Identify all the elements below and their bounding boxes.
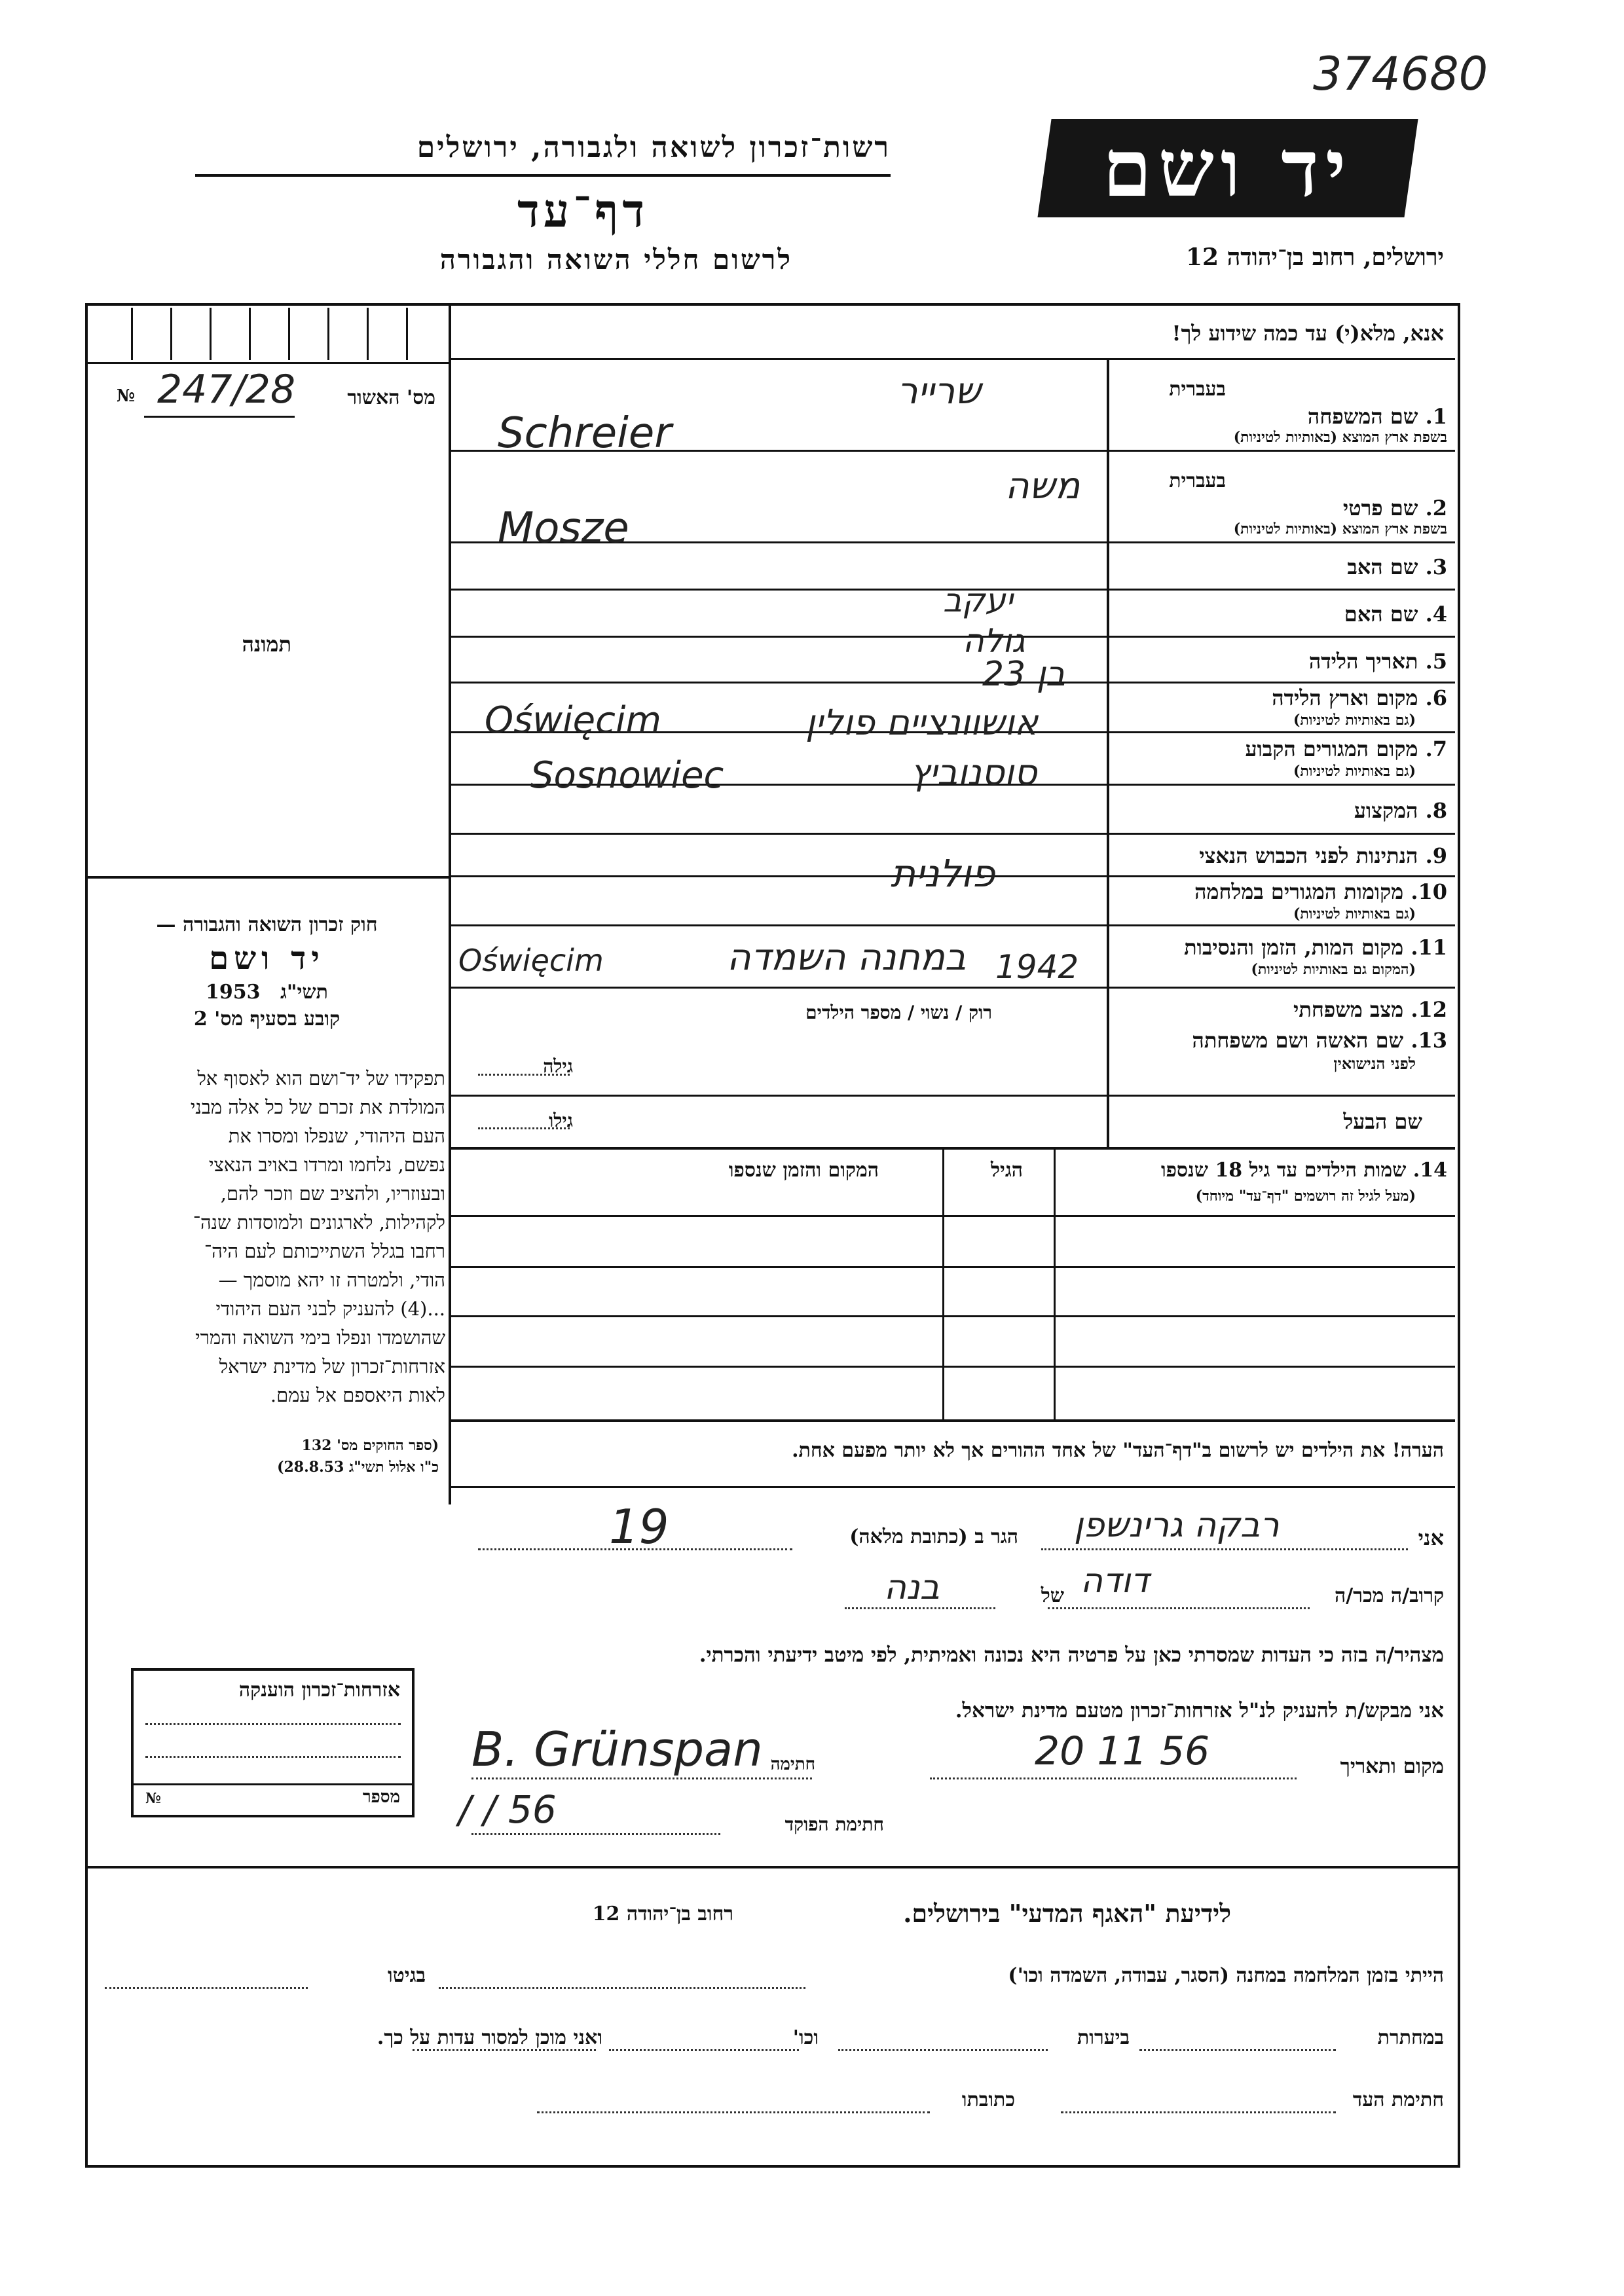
declarant-signature: B. Grünspan	[471, 1722, 763, 1777]
camp-line: הייתי בזמן המלחמה במחנה (הסגר, עבודה, השמדה וכו')	[1008, 1964, 1444, 1987]
memorial-box-title: אזרחות־זכרון הוענקה	[238, 1679, 400, 1702]
declarant-name: רבקה גרינשפן	[1074, 1506, 1280, 1545]
father-name: יעקב	[943, 581, 1013, 619]
address-header: ירושלים, רחוב בן־יהודה 12	[1185, 244, 1444, 271]
law-name: יד ושם	[209, 940, 325, 977]
law-line: נפשם, נלחמו ומרדו באויב הנאצי	[208, 1154, 445, 1176]
field-row-birthdate: 5. תאריך הלידה	[1109, 636, 1455, 683]
firstname-latin: Mosze	[498, 504, 629, 553]
relation-value: דודה	[1080, 1561, 1149, 1601]
field-row-citizenship: 9. הנתינות לפני הכבוש הנאצי	[1109, 833, 1455, 877]
field-row-death: 11. מקום המות, הזמן והנסיבות (המקום גם באותיות לטיניות)	[1109, 924, 1455, 989]
law-line: הודי, ולמטרה זו יהא מוסמך —	[218, 1269, 445, 1291]
surname-hebrew: שרייר	[897, 370, 981, 412]
archive-number: 374680	[1313, 47, 1488, 101]
law-source-date: כ"ו אלול תשי"ג 28.8.53)	[277, 1459, 439, 1476]
birthplace-hebrew: אושוונציים פולין	[805, 702, 1039, 743]
authority-title: רשות־זכרון לשואה ולגבורה, ירושלים	[416, 131, 891, 164]
law-year-row	[88, 981, 445, 1004]
field-row-marital: 12. מצב משפחתי	[1293, 997, 1447, 1022]
law-line: ...(4) להעניק לבני העם היהודי	[215, 1298, 445, 1320]
declarant-address: 19	[609, 1499, 669, 1554]
field-label: 2. שם פרטי	[1342, 496, 1447, 520]
law-source: (ספר החוקים מס' 132	[301, 1437, 439, 1454]
law-line: תפקידו של יד־ושם הוא לאסוף אל	[197, 1067, 445, 1089]
signature-label: חתימה	[770, 1755, 815, 1774]
death-place-hebrew: במחנה השמדה	[727, 936, 967, 979]
death-place-latin: Oświęcim	[458, 943, 604, 978]
law-line: לקהילות, לארגונים ולמוסדות שנה־	[193, 1211, 445, 1233]
of-value: בנה	[884, 1568, 940, 1607]
field-row-firstname	[1109, 450, 1455, 543]
field-row-wife: 13. שם האשה ושם משפחתה לפני הנישואין	[1109, 1023, 1455, 1097]
law-line: ובעוזריו, ולהציב שם וזכר להם,	[220, 1182, 445, 1205]
citizenship-value: פולנית	[891, 851, 995, 896]
authority-underline	[195, 174, 891, 177]
children-title: 14. שמות הילדים עד גיל 18 שנספו	[1160, 1159, 1447, 1182]
firstname-hebrew: משה	[1005, 465, 1080, 507]
request-text: אני מבקש/ת להעניק לנ"ל אזרחות־זכרון מטעם מדינת ישראל.	[955, 1699, 1444, 1722]
forests-label: ביערות	[1077, 2026, 1130, 2049]
field-row-wartime: 10. מקומות המגורים במלחמה (גם באותיות לטיניות)	[1109, 875, 1455, 926]
witness-signature-label: חתימת העד	[1352, 2088, 1444, 2111]
approval-label: מס' האשור	[347, 386, 435, 409]
field-sub: בשפת ארץ המוצא (באותיות לטיניות)	[1233, 429, 1447, 446]
law-line: העם היהודי, שנפלו ומסרו את	[228, 1125, 445, 1147]
form-title: דף־עד	[517, 183, 648, 238]
residence-hebrew: סוסנוביץ	[910, 752, 1037, 793]
memorial-citizenship-box	[131, 1668, 415, 1817]
field-tag: בעברית	[1169, 469, 1226, 492]
field-row-surname	[1109, 358, 1455, 452]
of-label: של	[1041, 1584, 1064, 1607]
husband-age-label: גילו	[549, 1110, 573, 1131]
col-age: הגיל	[990, 1159, 1023, 1182]
field-row-residence: 7. מקום המגורים הקבוע (גם באותיות לטיניות)	[1109, 731, 1455, 786]
birth-age: בן 23	[982, 655, 1065, 694]
field-row-birthplace: 6. מקום וארץ הלידה (גם באותיות לטיניות)	[1109, 682, 1455, 733]
marital-options: רוק / נשוי / מספר הילדים	[805, 1002, 992, 1023]
law-line: רחבו בגלל השתייכותם לעם היה־	[204, 1240, 445, 1262]
witness-address-label: כתובתו	[961, 2088, 1015, 2111]
memorial-box-number-label: מספר	[362, 1787, 400, 1807]
law-year-heb: תשי"ג	[280, 981, 328, 1004]
col-place: המקום והזמן שנספו	[728, 1159, 879, 1182]
remark: הערה! את הילדים יש לרשום ב"דף־העד" של אחד ההורים אך לא יותר מפעם אחת.	[792, 1439, 1444, 1462]
relative-label: קרוב/ה מכר/ה	[1335, 1584, 1444, 1607]
photo-label: תמונה	[242, 632, 291, 657]
instructions: אנא, מלא(י) עד כמה שידוע לך!	[1172, 321, 1444, 346]
surname-latin: Schreier	[498, 409, 672, 458]
place-date-label: מקום ותאריך	[1340, 1755, 1444, 1778]
logo-text: יד ושם	[1103, 122, 1353, 215]
residence-latin: Sosnowiec	[530, 754, 724, 797]
law-line: לאות היאספם אל עמם.	[270, 1384, 445, 1406]
field-row-profession: 8. המקצוע	[1109, 784, 1455, 835]
form-subtitle: לרשום חללי השואה והגבורה	[439, 244, 792, 276]
field-row-husband: שם הבעל	[1343, 1109, 1422, 1134]
etc-label: וכו'	[792, 2026, 819, 2049]
ready-label: ואני מוכן למסור עדות על כך.	[377, 2026, 602, 2049]
footer-address: רחוב בן־יהודה 12	[592, 1903, 733, 1925]
memorial-box-no: №	[145, 1790, 161, 1807]
law-line: אזרחות־זכרון של מדינת ישראל	[219, 1355, 445, 1377]
place-date-value: 20 11 56	[1035, 1728, 1210, 1774]
official-label: חתימת הפוקד	[784, 1813, 884, 1835]
hiding-label: במחתרת	[1377, 2026, 1444, 2049]
birthplace-latin: Oświęcim	[485, 699, 661, 742]
field-row-father: 3. שם האב	[1109, 541, 1455, 591]
ghetto-label: בגיטו	[387, 1964, 426, 1987]
law-year: 1953	[206, 981, 261, 1004]
law-title: חוק זכרון השואה והגבורה —	[156, 913, 378, 936]
field-tag: בעברית	[1169, 378, 1226, 401]
declarant-i-label: אני	[1418, 1525, 1444, 1550]
approval-no-symbol: №	[117, 386, 136, 406]
field-label: 1. שם המשפחה	[1307, 404, 1447, 429]
resides-label: הגר ב (כתובת מלאה)	[849, 1525, 1018, 1548]
law-panel	[88, 913, 445, 1030]
footer-title: לידיעת "האגף המדעי" בירושלים.	[903, 1899, 1231, 1928]
death-year: 1942	[995, 948, 1079, 986]
law-line: שהושמדו ונפלו בימי השואה והמרי	[195, 1326, 445, 1349]
wife-age-label: גילה	[543, 1055, 573, 1077]
law-line: המולדת את זכרם של כל אלה מבני	[190, 1096, 445, 1118]
field-sub: בשפת ארץ המוצא (באותיות לטיניות)	[1233, 520, 1447, 538]
children-table	[451, 1150, 1455, 1422]
mother-name: גולה	[963, 622, 1025, 660]
yad-vashem-logo	[1037, 119, 1418, 217]
official-signature: / / 56	[458, 1787, 557, 1832]
law-clause: קובע בסעיף מס' 2	[193, 1008, 341, 1030]
approval-number: 247/28	[157, 367, 296, 412]
declaration-text: מצהיר/ה בזה כי העדות שמסרתי כאן על פרטיה היא נכונה ואמיתית, לפי מיטב ידיעתי והכרתי.	[699, 1643, 1444, 1667]
law-text	[92, 1064, 445, 1410]
field-row-mother: 4. שם האם	[1109, 589, 1455, 638]
children-note: (מעל לגיל זה רושמים "דף־עד" מיוחד)	[1195, 1188, 1416, 1205]
